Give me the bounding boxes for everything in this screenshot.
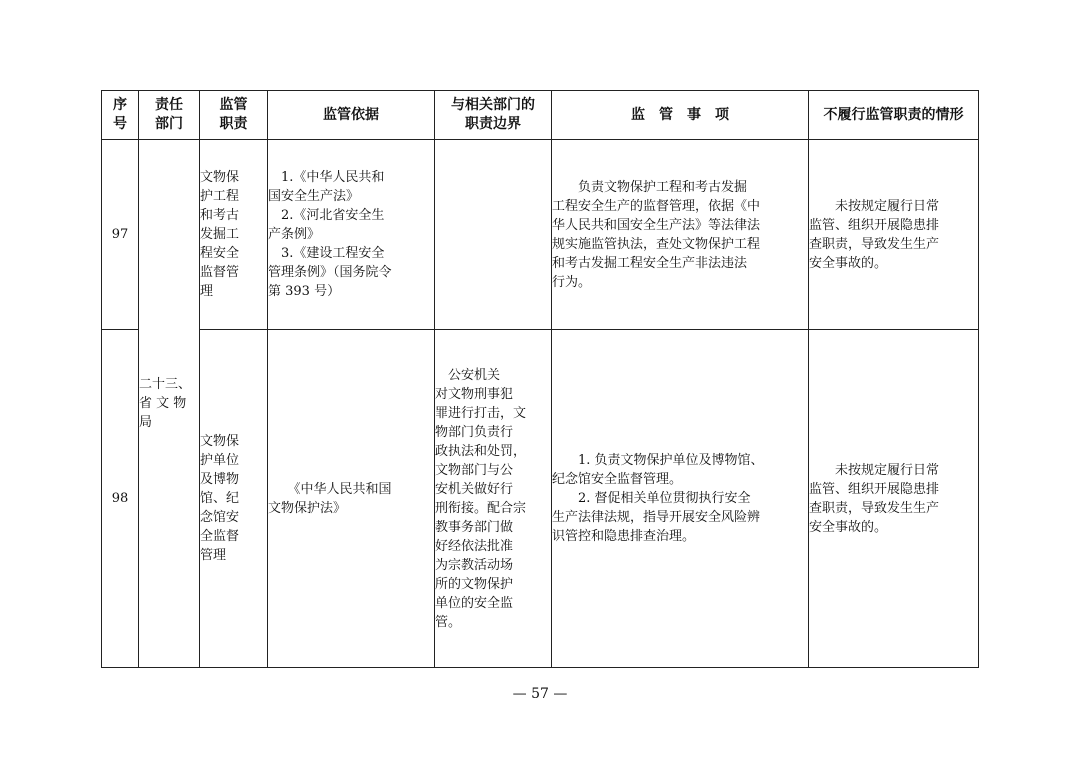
header-boundary: 与相关部门的 职责边界 (435, 91, 552, 140)
responsibility-table (101, 90, 979, 668)
row-failure: 未按规定履行日常 监管、组织开展隐患排 查职责，导致发生生产 安全事故的。 (809, 330, 979, 668)
row-matters: 负责文物保护工程和考古发掘 工程安全生产的监督管理，依据《中 华人民共和国安全生产法》等法律法 规实施监管执法，查处文物保护工程 和考古发掘工程安全生产非法违法 行为。 (552, 140, 809, 330)
header-dept: 责任 部门 (139, 91, 200, 140)
row-basis: 《中华人民共和国 文物保护法》 (268, 330, 435, 668)
table-row (102, 330, 979, 668)
header-seq: 序 号 (102, 91, 139, 140)
header-failure: 不履行监管职责的情形 (809, 91, 979, 140)
row-boundary: 公安机关 对文物刑事犯 罪进行打击，文 物部门负责行 政执法和处罚， 文物部门与公 安机关做好行 刑衔接。配合宗 教事务部门做 好经依法批准 为宗教活动场 所的文物保护 单位的安全监 管。 (435, 330, 552, 668)
page-number: — 57 — (512, 686, 568, 702)
row-matters: 1. 负责文物保护单位及博物馆、 纪念馆安全监督管理。 2. 督促相关单位贯彻执行安全 生产法律法规，指导开展安全风险辨 识管控和隐患排查治理。 (552, 330, 809, 668)
row-duty: 文物保 护单位 及博物 馆、纪 念馆安 全监督 管理 (200, 330, 268, 668)
table-header-row (102, 91, 979, 140)
row-seq: 98 (102, 330, 139, 668)
row-duty: 文物保 护工程 和考古 发掘工 程安全 监督管 理 (200, 140, 268, 330)
row-basis: 1.《中华人民共和 国安全生产法》 2.《河北省安全生 产条例》 3.《建设工程安全 管理条例》（国务院令 第 393 号） (268, 140, 435, 330)
responsible-dept: 二十三、 省 文 物 局 (139, 140, 200, 668)
row-failure: 未按规定履行日常 监管、组织开展隐患排 查职责，导致发生生产 安全事故的。 (809, 140, 979, 330)
header-duty: 监管 职责 (200, 91, 268, 140)
table-row (102, 140, 979, 330)
header-basis: 监管依据 (268, 91, 435, 140)
row-seq: 97 (102, 140, 139, 330)
row-boundary (435, 140, 552, 330)
header-matters: 监 管 事 项 (552, 91, 809, 140)
